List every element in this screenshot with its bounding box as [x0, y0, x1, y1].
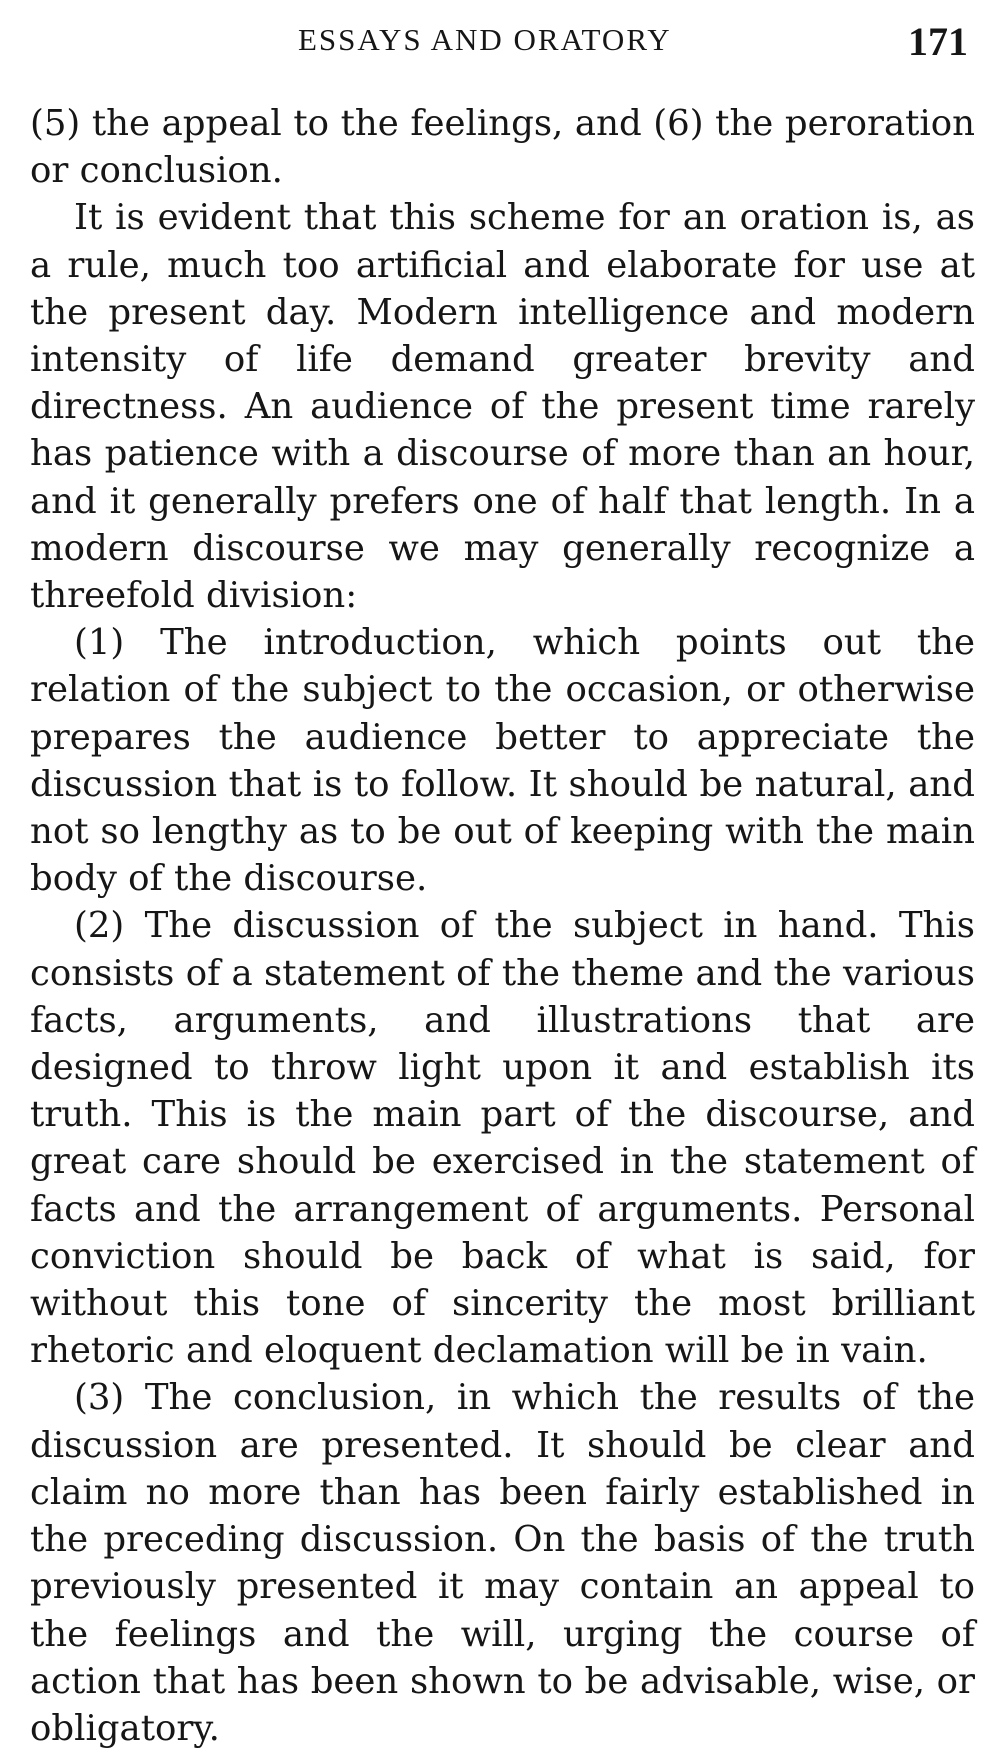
- paragraph-discussion: (2) The discussion of the subject in hand. This consists of a statement of the theme and the various facts, arguments, and illustrations that are designed to throw light upon it and establish its truth. This is the main part of the discourse, and great care should be exercised in the statement of facts and the arrangement of arguments. Personal conviction should be back of what is said, for without this tone of sincerity the most brilliant rhetoric and eloquent declamation will be in vain.: [30, 905, 975, 1372]
- running-head: [0, 18, 1000, 68]
- paragraph-conclusion: (3) The conclusion, in which the results of the discussion are presented. It should be clear and claim no more than has been fairly established in the preceding discussion. On the basis of the truth previously presented it may contain an appeal to the feelings and the will, urging the course of action that has been shown to be advisable, wise, or obligatory.: [30, 1377, 975, 1749]
- paragraph-continuation: (5) the appeal to the feelings, and (6) the peroration or conclusion.: [30, 103, 975, 192]
- paragraph-scheme-discussion: It is evident that this scheme for an oration is, as a rule, much too artificial and elaborate for use at the present day. Modern intelligence and modern intensity of life demand greater brevity and directness. An audience of the present time rarely has patience with a discourse of more than an hour, and it generally prefers one of half that length. In a modern discourse we may generally recognize a threefold division:: [30, 197, 975, 617]
- body-text: [30, 100, 975, 1752]
- paragraph-introduction: (1) The introduction, which points out the relation of the subject to the occasion, or otherwise prepares the audience better to appreciate the discussion that is to follow. It should be natural, and not so lengthy as to be out of keeping with the main body of the discourse.: [30, 622, 975, 900]
- running-title: ESSAYS AND ORATORY: [298, 22, 672, 57]
- page-number: 171: [908, 19, 968, 64]
